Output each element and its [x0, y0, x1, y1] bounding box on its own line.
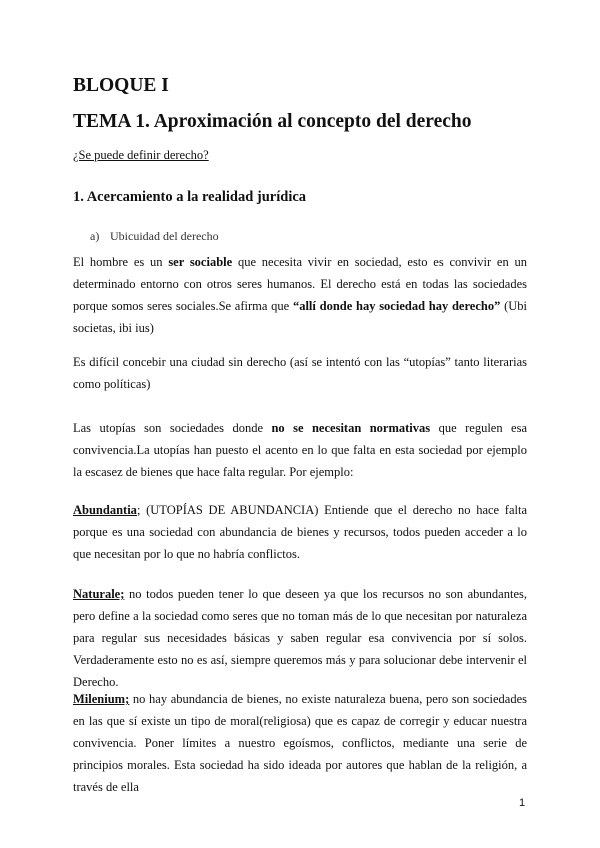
bold-term: ser sociable	[168, 255, 233, 269]
term-abundantia: Abundantia	[73, 503, 137, 517]
question-heading: ¿Se puede definir derecho?	[73, 148, 209, 162]
paragraph-milenium	[73, 688, 527, 798]
paragraph-utopias-definition	[73, 417, 527, 483]
bold-quote: “allí donde hay sociedad hay derecho”	[292, 299, 501, 313]
block-title: BLOQUE I	[73, 75, 169, 96]
term-milenium: Milenium;	[73, 692, 130, 706]
term-naturale: Naturale;	[73, 587, 125, 601]
subsection-marker: a)	[90, 229, 100, 243]
bold-term: no se necesitan normativas	[271, 421, 431, 435]
text-run: ; (UTOPÍAS DE ABUNDANCIA) Entiende que el derecho no hace falta porque es una sociedad con abundancia de bienes y recursos, todos pueden acceder a lo que necesitan por lo que no habría conflictos.	[73, 503, 527, 561]
page-number: 1	[519, 797, 526, 809]
paragraph-utopias-intro	[73, 351, 527, 395]
text-run: no hay abundancia de bienes, no existe naturaleza buena, pero son sociedades en las que sí existe un tipo de moral(religiosa) que es capaz de corregir y educar nuestra convivencia. Poner límites a nuestro egoísmos, conflictos, mediante una serie de principios morales. Esta sociedad ha sido ideada por autores que hablan de la religión, a través de ella	[73, 692, 527, 794]
subsection-item	[90, 229, 219, 244]
text-run: (Ubi societas, ibi ius)	[73, 299, 527, 335]
text-run: que regulen esa convivencia.La utopías han puesto el acento en lo que falta en esta sociedad por ejemplo la escasez de bienes que hace falta regular. Por ejemplo:	[73, 421, 527, 479]
paragraph-naturale	[73, 583, 527, 693]
topic-title: TEMA 1. Aproximación al concepto del derecho	[73, 111, 472, 132]
text-run: El hombre es un	[73, 255, 169, 269]
paragraph-abundantia	[73, 499, 527, 565]
section-title: 1. Acercamiento a la realidad jurídica	[73, 189, 307, 205]
text-run: no todos pueden tener lo que deseen ya que los recursos no son abundantes, pero define a la sociedad como seres que no toman más de lo que necesitan por naturaleza para regular sus necesidades básicas y saben regular esa convivencia por sí solos. Verdaderamente esto no es así, siempre queremos más y para solucionar debe intervenir el Derecho.	[73, 587, 527, 689]
text-run: Las utopías son sociedades donde	[73, 421, 272, 435]
paragraph-sociability	[73, 251, 527, 339]
text-run: que necesita vivir en sociedad, esto es convivir en un determinado entorno con otros seres humanos. El derecho está en todas las sociedades porque somos seres sociales.Se afirma que	[73, 255, 527, 313]
text-run: Es difícil concebir una ciudad sin derecho (así se intentó con las “utopías” tanto literarias como políticas)	[73, 355, 527, 391]
subsection-label: Ubicuidad del derecho	[110, 229, 219, 243]
